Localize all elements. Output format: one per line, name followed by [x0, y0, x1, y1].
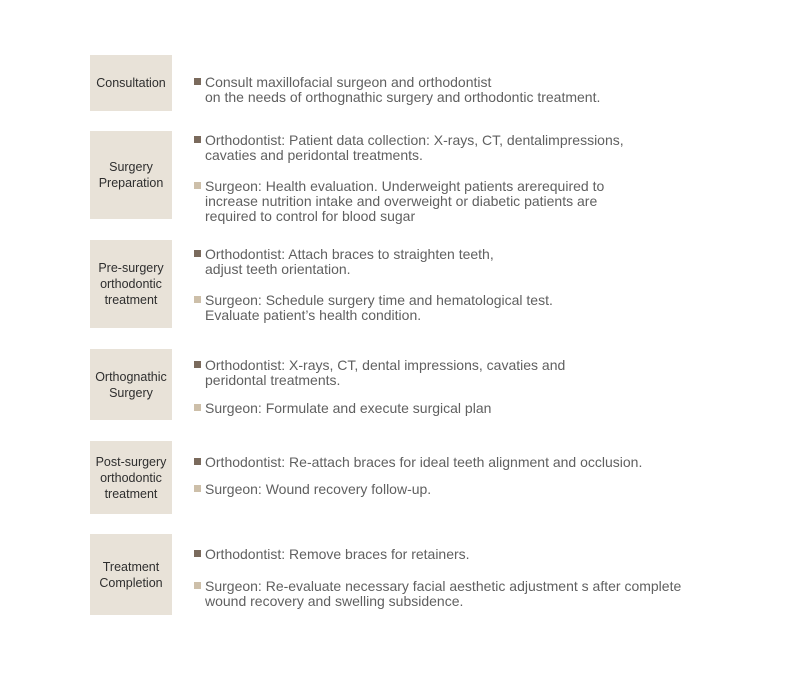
- ortho-bullet-icon: [194, 458, 201, 465]
- step-item: Orthodontist: X-rays, CT, dental impressions, cavaties and peridontal treatments.: [194, 358, 734, 388]
- step-label-consultation: Consultation: [90, 55, 172, 111]
- step-item: Orthodontist: Patient data collection: X-rays, CT, dentalimpressions, cavaties and peridontal treatments.: [194, 133, 734, 163]
- step-label-pre-surgery: Pre-surgery orthodontic treatment: [90, 240, 172, 328]
- step-item: Orthodontist: Re-attach braces for ideal teeth alignment and occlusion.: [194, 455, 734, 470]
- surgeon-bullet-icon: [194, 296, 201, 303]
- step-label-treatment-completion: Treatment Completion: [90, 534, 172, 615]
- ortho-bullet-icon: [194, 136, 201, 143]
- surgeon-bullet-icon: [194, 582, 201, 589]
- step-item: Surgeon: Formulate and execute surgical plan: [194, 401, 734, 416]
- step-item: Surgeon: Wound recovery follow-up.: [194, 482, 734, 497]
- step-item: Consult maxillofacial surgeon and orthodontist on the needs of orthognathic surgery and orthodontic treatment.: [194, 75, 734, 105]
- ortho-bullet-icon: [194, 250, 201, 257]
- ortho-bullet-icon: [194, 550, 201, 557]
- step-label-surgery-preparation: Surgery Preparation: [90, 131, 172, 219]
- ortho-bullet-icon: [194, 361, 201, 368]
- surgeon-bullet-icon: [194, 182, 201, 189]
- step-item: Surgeon: Health evaluation. Underweight patients arerequired to increase nutrition intake and overweight or diabetic patients are required to control for blood sugar: [194, 179, 734, 224]
- step-label-orthognathic-surgery: Orthognathic Surgery: [90, 349, 172, 420]
- step-item: Orthodontist: Attach braces to straighten teeth, adjust teeth orientation.: [194, 247, 734, 277]
- surgeon-bullet-icon: [194, 404, 201, 411]
- step-item: Surgeon: Re-evaluate necessary facial aesthetic adjustment s after complete wound recovery and swelling subsidence.: [194, 579, 734, 609]
- step-item: Orthodontist: Remove braces for retainers.: [194, 547, 734, 562]
- step-item: Surgeon: Schedule surgery time and hematological test. Evaluate patient’s health condition.: [194, 293, 734, 323]
- step-label-post-surgery: Post-surgery orthodontic treatment: [90, 441, 172, 514]
- surgeon-bullet-icon: [194, 485, 201, 492]
- ortho-bullet-icon: [194, 78, 201, 85]
